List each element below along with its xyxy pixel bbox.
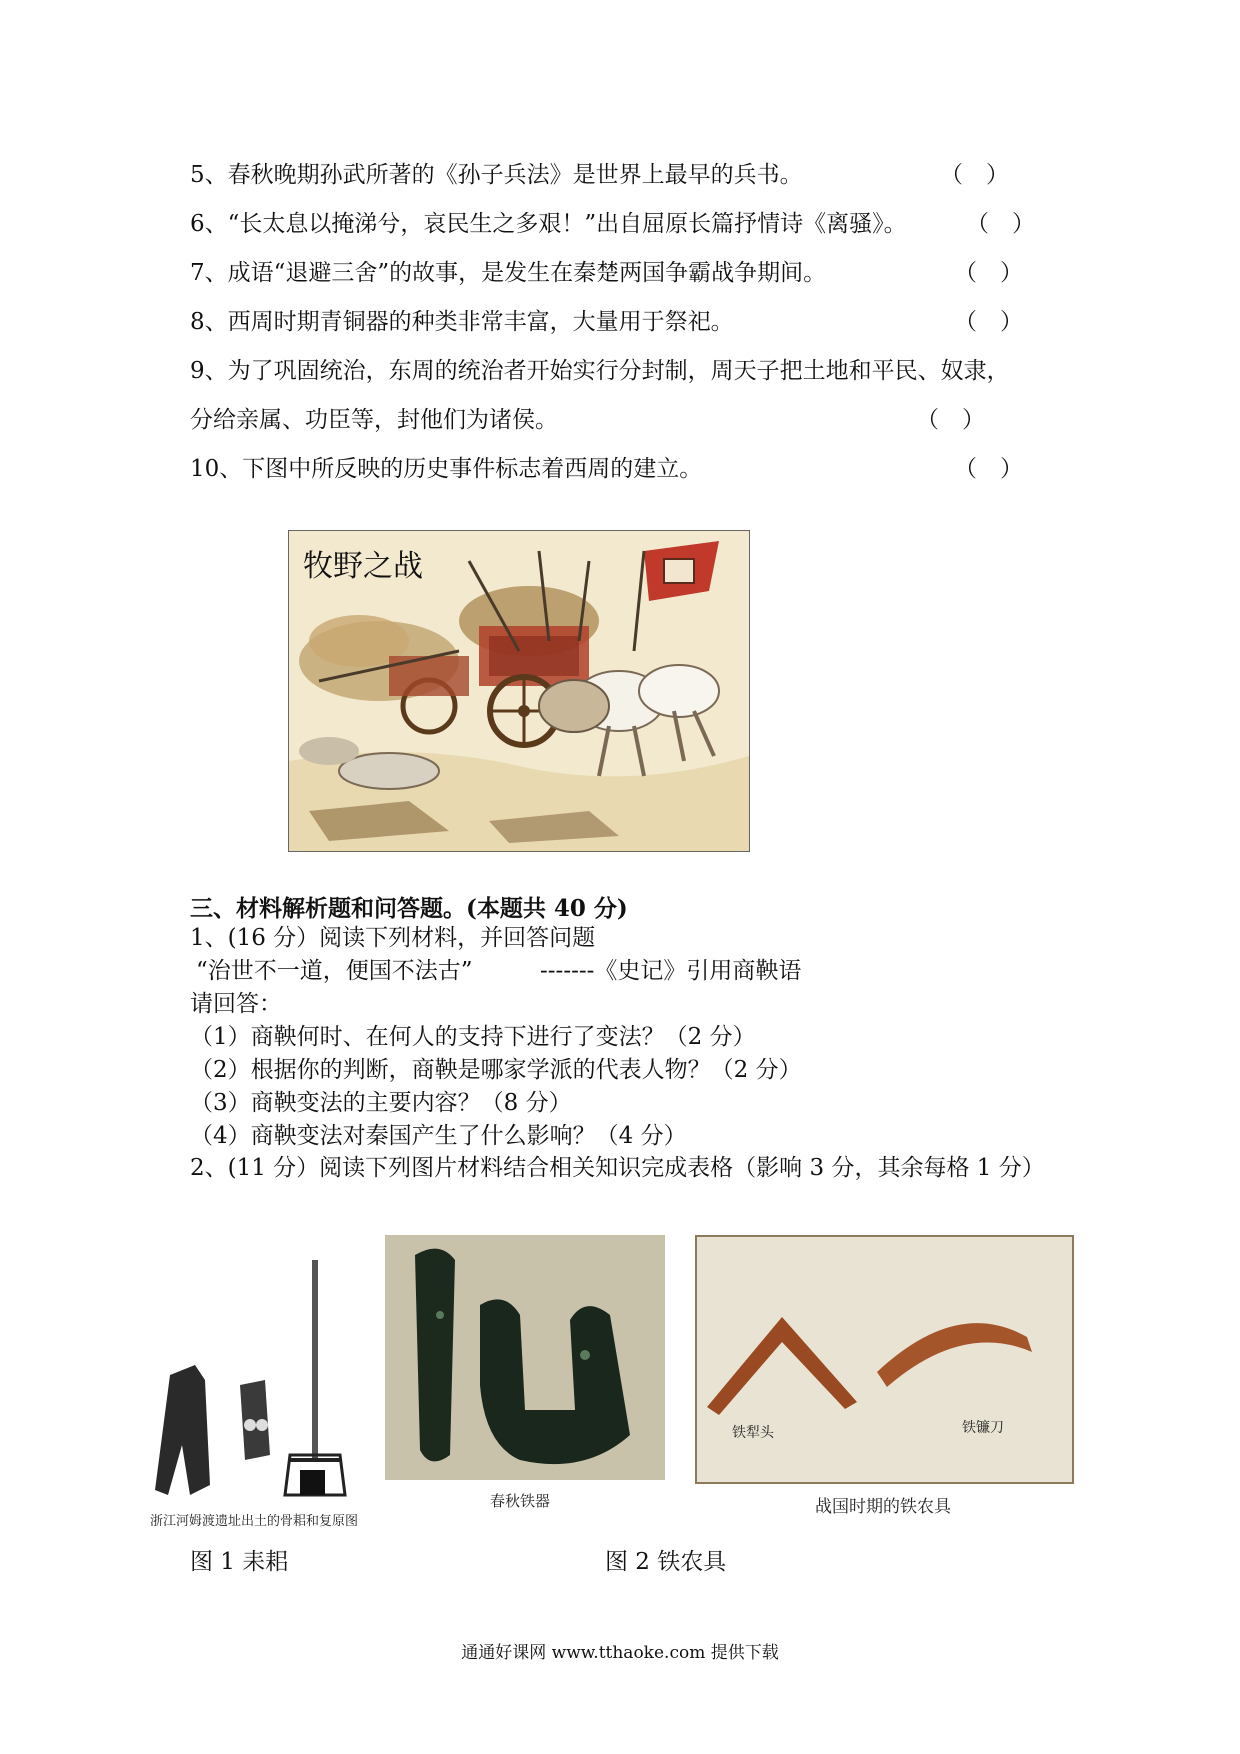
chunqiu-iron-illustration: [385, 1235, 665, 1480]
q1-sub-2: （2）根据你的判断，商鞅是哪家学派的代表人物？（2 分）: [190, 1057, 802, 1083]
q1-quote-source: -------《史记》引用商鞅语: [540, 958, 802, 984]
q1-sub-1: （1）商鞅何时、在何人的支持下进行了变法？（2 分）: [190, 1024, 756, 1050]
figure-1-small-caption: 浙江河姆渡遗址出土的骨耜和复原图: [150, 1514, 359, 1529]
q1-prompt: 请回答：: [190, 991, 282, 1017]
battle-title: 牧野之战: [303, 549, 423, 584]
answer-paren[interactable]: （ ）: [954, 456, 1023, 482]
figure-2-caption: 图 2 铁农具: [605, 1549, 727, 1575]
leisi-illustration: [150, 1255, 350, 1520]
answer-paren[interactable]: （ ）: [954, 260, 1023, 286]
answer-paren[interactable]: （ ）: [954, 309, 1023, 335]
q1-intro: 1、(16 分）阅读下列材料，并回答问题: [190, 925, 596, 951]
q1-sub-3: （3）商鞅变法的主要内容？（8 分）: [190, 1090, 572, 1116]
tf-text: 8、西周时期青铜器的种类非常丰富，大量用于祭祀。: [190, 309, 734, 335]
answer-paren[interactable]: （ ）: [916, 407, 985, 433]
figure-2b-zhanguo-iron: [695, 1235, 1074, 1484]
tf-text: 9、为了巩固统治，东周的统治者开始实行分封制，周天子把土地和平民、奴隶，: [190, 358, 1010, 384]
figure-1-caption: 图 1 耒耜: [190, 1549, 289, 1575]
figure-2a-chunqiu-iron: [385, 1235, 665, 1480]
q1-quote: “治世不一道，便国不法古”: [196, 958, 473, 984]
tf-text: 5、春秋晚期孙武所著的《孙子兵法》是世界上最早的兵书。: [190, 162, 803, 188]
page-footer: 通通好课网 www.tthaoke.com 提供下载: [461, 1643, 779, 1663]
tf-text-cont: 分给亲属、功臣等，封他们为诸侯。: [190, 407, 558, 433]
tf-text: 10、下图中所反映的历史事件标志着西周的建立。: [190, 456, 703, 482]
figure-2b-caption: 战国时期的铁农具: [815, 1497, 951, 1517]
q1-sub-4: （4）商鞅变法对秦国产生了什么影响？（4 分）: [190, 1123, 687, 1149]
figure-1-leisi: [150, 1255, 350, 1520]
tf-text: 6、“长太息以掩涕兮，哀民生之多艰！”出自屈原长篇抒情诗《离骚》。: [190, 211, 907, 237]
q2-intro: 2、(11 分）阅读下列图片材料结合相关知识完成表格（影响 3 分，其余每格 1 分）: [190, 1155, 1045, 1181]
answer-paren[interactable]: （ ）: [966, 211, 1035, 237]
iron-sickle-label: 铁镰刀: [962, 1420, 1004, 1436]
iron-plough-label: 铁犁头: [732, 1425, 774, 1441]
battle-of-muye-image: [288, 530, 750, 852]
answer-paren[interactable]: （ ）: [940, 162, 1009, 188]
zhanguo-iron-illustration: [697, 1237, 1072, 1482]
section3-title: 三、材料解析题和问答题。(本题共 40 分): [190, 895, 628, 922]
tf-text: 7、成语“退避三舍”的故事，是发生在秦楚两国争霸战争期间。: [190, 260, 827, 286]
figure-2a-caption: 春秋铁器: [490, 1492, 551, 1510]
